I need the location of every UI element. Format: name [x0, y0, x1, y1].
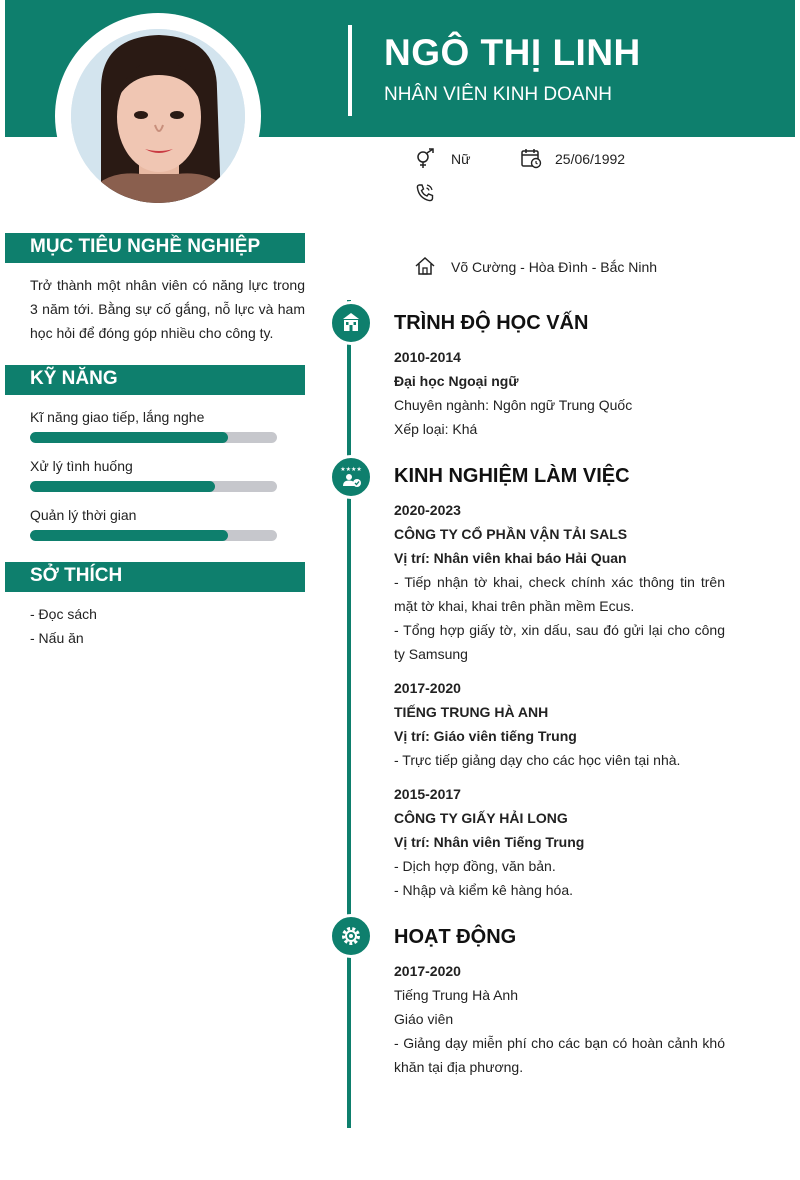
job-task: - Tổng hợp giấy tờ, xin dấu, sau đó gửi lại cho công ty Samsung [394, 622, 725, 662]
activity-org: Tiếng Trung Hà Anh [394, 987, 519, 1003]
skill-bar-fill [30, 432, 228, 443]
experience-title: KINH NGHIỆM LÀM VIỆC [394, 465, 630, 487]
objective-header [5, 233, 305, 263]
education-grade: Xếp loại: Khá [394, 421, 478, 437]
hobbies-title: SỞ THÍCH [30, 565, 123, 586]
education-period: 2010-2014 [394, 349, 461, 365]
skill-bar [30, 481, 277, 492]
avatar [71, 29, 245, 203]
job-period: 2020-2023 [394, 502, 461, 518]
experience-marker [329, 455, 373, 499]
job-task: - Nhập và kiểm kê hàng hóa. [394, 882, 573, 898]
user-rating-icon [339, 465, 363, 489]
skill-bar [30, 432, 277, 443]
job-task: - Dịch hợp đồng, văn bản. [394, 858, 556, 874]
home-icon [414, 255, 436, 277]
hobby-item: - Nấu ăn [30, 630, 84, 646]
activity-role: Giáo viên [394, 1011, 454, 1027]
job-position: Vị trí: Giáo viên tiếng Trung [394, 728, 577, 744]
school-icon [339, 311, 363, 335]
job-company: CÔNG TY GIẤY HẢI LONG [394, 810, 568, 826]
skill-label: Kĩ năng giao tiếp, lắng nghe [30, 409, 205, 425]
education-marker [329, 301, 373, 345]
skill-bar-fill [30, 481, 215, 492]
gear-icon [339, 924, 363, 948]
skill-bar-fill [30, 530, 228, 541]
education-school: Đại học Ngoại ngữ [394, 373, 519, 389]
phone-icon [414, 182, 436, 204]
activities-marker [329, 914, 373, 958]
job-position: Vị trí: Nhân viên Tiếng Trung [394, 834, 585, 850]
address-value: Võ Cường - Hòa Đình - Bắc Ninh [451, 259, 658, 275]
job-task: - Trực tiếp giảng dạy cho các học viên tại nhà. [394, 752, 681, 768]
activities-title: HOẠT ĐỘNG [394, 926, 517, 948]
job-period: 2015-2017 [394, 786, 461, 802]
education-major: Chuyên ngành: Ngôn ngữ Trung Quốc [394, 397, 633, 413]
birthday-value: 25/06/1992 [555, 151, 626, 167]
job-company: TIẾNG TRUNG HÀ ANH [394, 704, 549, 720]
skill-label: Xử lý tình huống [30, 458, 133, 474]
job-title: NHÂN VIÊN KINH DOANH [384, 84, 613, 105]
gender-icon [414, 148, 436, 170]
objective-title: MỤC TIÊU NGHỀ NGHIỆP [30, 236, 261, 257]
hobby-item: - Đọc sách [30, 606, 97, 622]
education-title: TRÌNH ĐỘ HỌC VẤN [394, 312, 589, 334]
job-period: 2017-2020 [394, 680, 461, 696]
job-task: - Tiếp nhận tờ khai, check chính xác thông tin trên mặt tờ khai, khai trên phần mềm Ecus. [394, 574, 725, 614]
header-divider [348, 25, 352, 116]
skills-title: KỸ NĂNG [30, 368, 118, 389]
calendar-icon [520, 147, 542, 169]
timeline-line [347, 300, 351, 1128]
activity-text: - Giảng dạy miễn phí cho các bạn có hoàn cảnh khó khăn tại địa phương. [394, 1035, 725, 1075]
objective-text: Trở thành một nhân viên có năng lực trong 3 năm tới. Bằng sự cố gắng, nỗ lực và ham học hỏi để đóng góp nhiều cho công ty. [30, 277, 305, 341]
job-company: CÔNG TY CỔ PHẦN VẬN TẢI SALS [394, 526, 628, 542]
hobbies-header [5, 562, 305, 592]
job-position: Vị trí: Nhân viên khai báo Hải Quan [394, 550, 627, 566]
skill-bar [30, 530, 277, 541]
gender-value: Nữ [451, 151, 471, 167]
candidate-name: NGÔ THỊ LINH [384, 32, 641, 73]
svg-text:★★★★: ★★★★ [340, 466, 362, 473]
activity-period: 2017-2020 [394, 963, 461, 979]
skills-header [5, 365, 305, 395]
skill-label: Quản lý thời gian [30, 507, 137, 523]
